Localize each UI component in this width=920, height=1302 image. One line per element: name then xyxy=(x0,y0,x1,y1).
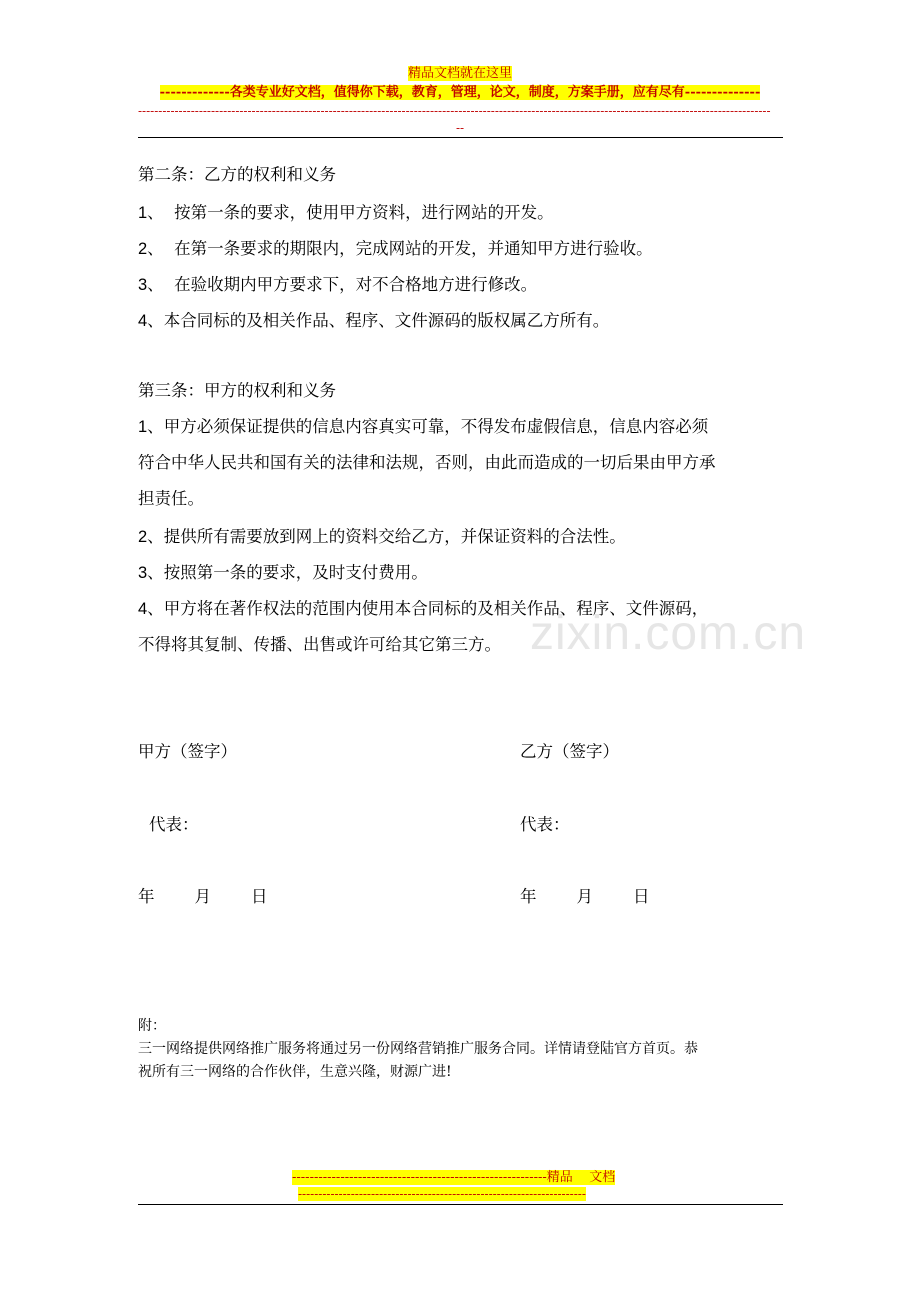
party-a-date xyxy=(138,886,268,908)
article2-item-2: 2、 在第一条要求的期限内，完成网站的开发，并通知甲方进行验收。 xyxy=(138,239,653,258)
party-b-date xyxy=(520,886,650,908)
watermark-text: zixin.com.cn xyxy=(530,607,807,660)
appendix-line-2: 祝所有三一网络的合作伙伴，生意兴隆，财源广进! xyxy=(138,1064,452,1080)
party-a-signature-label: 甲方（签字） xyxy=(138,742,237,761)
footer-line-2: ----------------------------------------------------------------------- xyxy=(298,1187,586,1201)
article2-item-4: 4、本合同标的及相关作品、程序、文件源码的版权属乙方所有。 xyxy=(138,311,610,330)
party-b-year-label: 年 xyxy=(520,887,537,906)
article2-item-1: 1、 按第一条的要求，使用甲方资料，进行网站的开发。 xyxy=(138,203,554,222)
article3-item-1-line3: 担责任。 xyxy=(138,489,204,508)
article3-item-2: 2、提供所有需要放到网上的资料交给乙方，并保证资料的合法性。 xyxy=(138,527,626,546)
party-b-day-label: 日 xyxy=(633,887,650,906)
party-b-signature-label: 乙方（签字） xyxy=(520,742,619,761)
article2-item-3: 3、 在验收期内甲方要求下，对不合格地方进行修改。 xyxy=(138,275,538,294)
header-rule xyxy=(138,137,783,138)
article3-item-4-line2: 不得将其复制、传播、出售或许可给其它第三方。 xyxy=(138,635,501,654)
appendix-label: 附： xyxy=(138,1018,166,1034)
party-a-day-label: 日 xyxy=(251,887,268,906)
party-b-representative-label: 代表： xyxy=(520,815,570,834)
footer-line-1: ----------------------------------------------------------精品 文档 xyxy=(292,1170,616,1185)
header-title: 精品文档就在这里 xyxy=(407,66,512,81)
party-b-month-label: 月 xyxy=(576,887,593,906)
article3-item-4-line1: 4、甲方将在著作权法的范围内使用本合同标的及相关作品、程序、文件源码， xyxy=(138,599,709,618)
footer-rule xyxy=(138,1204,783,1205)
article3-heading: 第三条：甲方的权利和义务 xyxy=(138,381,336,400)
article3-item-1-line1: 1、甲方必须保证提供的信息内容真实可靠，不得发布虚假信息，信息内容必须 xyxy=(138,417,709,436)
header-subtitle: -------------各类专业好文档，值得你下载，教育，管理，论文，制度，方案手册，应有尽有-------------- xyxy=(159,85,761,100)
article3-item-3: 3、按照第一条的要求，及时支付费用。 xyxy=(138,563,428,582)
article3-item-1-line2: 符合中华人民共和国有关的法律和法规，否则，由此而造成的一切后果由甲方承 xyxy=(138,453,716,472)
appendix-line-1: 三一网络提供网络推广服务将通过另一份网络营销推广服务合同。详情请登陆官方首页。恭 xyxy=(138,1041,698,1057)
header-dash-line: ------------------------------------------------------------------------------------------------------------------------------------------------------------ xyxy=(138,104,771,118)
party-a-year-label: 年 xyxy=(138,887,155,906)
article2-heading: 第二条：乙方的权利和义务 xyxy=(138,165,336,184)
party-a-representative-label: 代表： xyxy=(149,815,199,834)
header-dash-tail: -- xyxy=(455,121,465,135)
party-a-month-label: 月 xyxy=(194,887,211,906)
